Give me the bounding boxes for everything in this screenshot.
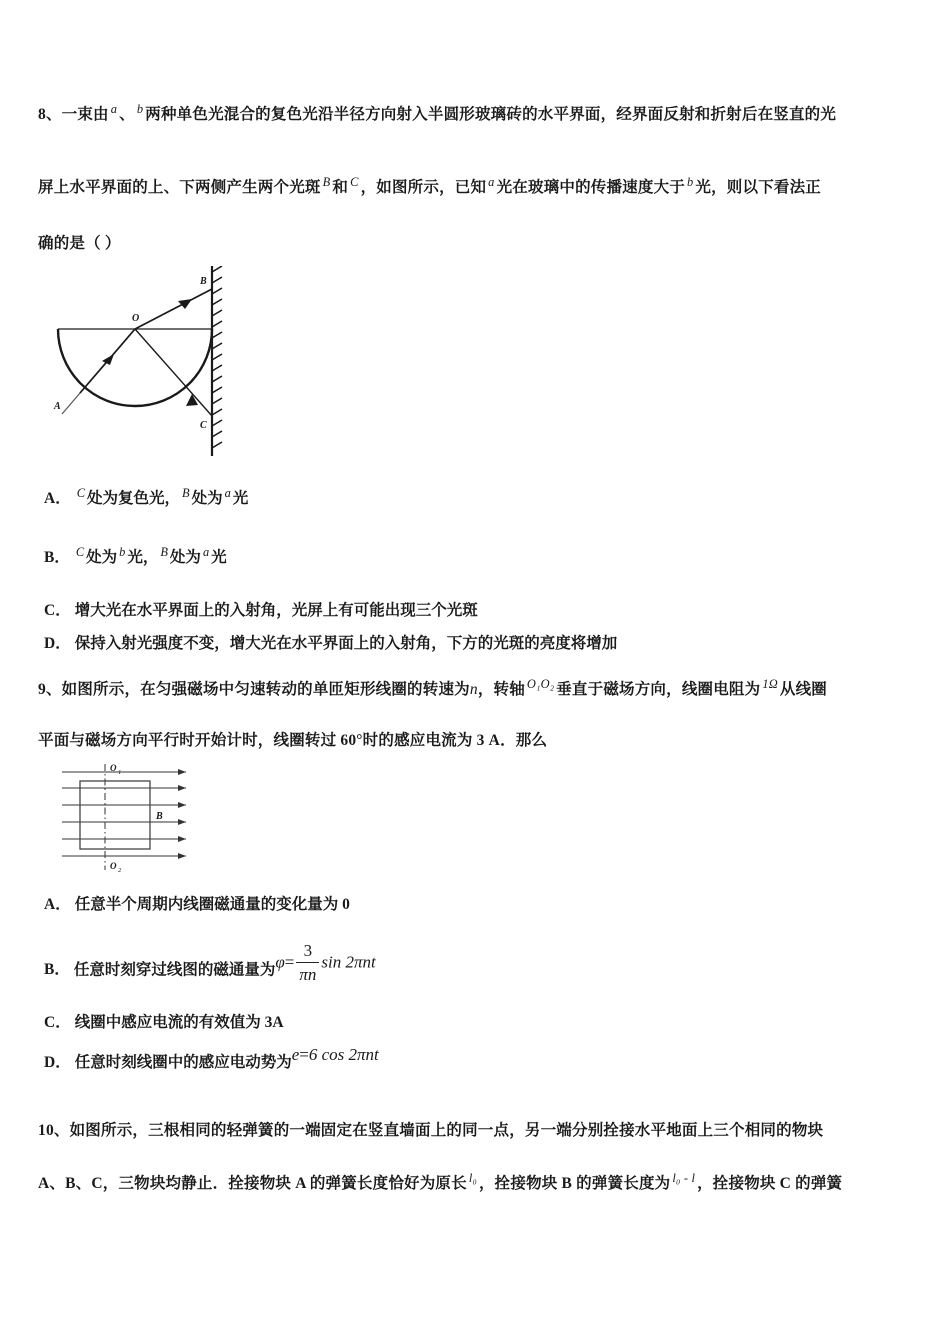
q8-stem-line2-c: ，如图所示，已知 — [360, 179, 487, 196]
svg-text:O: O — [132, 313, 140, 324]
q8-option-b-text-2: 光， — [127, 549, 159, 566]
q9-stem-line-2: 平面与磁场方向平行时开始计时，线圈转过 60°时的感应电流为 3 A．那么 — [38, 732, 548, 749]
svg-text:O: O — [110, 861, 117, 871]
q8-number: 8、 — [38, 106, 62, 123]
q9-stem-text-d: 从线圈 — [779, 681, 828, 698]
q10-natural-length-symbol: l₀ — [468, 1170, 477, 1185]
q9-eq-b-lhs: φ — [275, 952, 285, 972]
q9-eq-b-equals: = — [284, 952, 295, 972]
q9-stem-text-c: 垂直于磁场方向，线圈电阻为 — [556, 681, 761, 698]
q8-stem-line2-b: 和 — [332, 179, 349, 196]
q9-option-d-text: 任意时刻线圈中的感应电动势为 — [74, 1054, 292, 1072]
q9-eq-b-rhs: sin 2πnt — [321, 952, 376, 972]
q9-number: 9、 — [38, 681, 62, 698]
q8-option-b-sup-b-spot: B — [160, 544, 168, 559]
q9-option-b-equation — [275, 941, 375, 987]
q8-stem-text-a: 一束由 — [61, 106, 109, 123]
q8-stem-line-1 — [38, 101, 837, 124]
q8-option-c[interactable] — [44, 601, 478, 620]
q9-option-d-label: D． — [44, 1054, 71, 1072]
q8-option-d[interactable] — [44, 634, 617, 653]
q9-eq-d-lhs: e — [291, 1045, 300, 1064]
q8-option-a-sup-b: B — [181, 485, 190, 500]
q9-option-b-label: B． — [44, 961, 70, 979]
q8-option-b-text-3: 处为 — [169, 549, 201, 566]
q8-option-b-sup-c: C — [75, 544, 85, 559]
q8-stem-line-2 — [38, 174, 821, 197]
q8-option-a-label: A． — [44, 490, 71, 507]
q8-stem-line2-a: 屏上水平界面的上、下两侧产生两个光斑 — [38, 179, 321, 196]
q8-option-b-sup-a: a — [202, 544, 210, 559]
q9-rotation-speed-symbol: n — [469, 681, 478, 698]
q9-eq-b-denominator: πn — [299, 965, 317, 985]
q8-light-b-symbol: b — [136, 101, 144, 116]
q8-option-a-text-3: 光 — [232, 490, 249, 507]
q8-option-b-text-4: 光 — [211, 549, 227, 566]
q8-option-a-text-1: 处为复色光， — [86, 490, 180, 507]
q8-option-c-label: C． — [44, 602, 71, 619]
q8-option-d-label: D． — [44, 635, 71, 652]
q9-option-c[interactable] — [44, 1013, 284, 1032]
q8-option-b-text-1: 处为 — [86, 549, 118, 566]
svg-text:C: C — [200, 420, 207, 431]
q9-option-d-equation — [292, 1044, 379, 1065]
q9-stem-line-1 — [38, 676, 828, 699]
q10-stem-line2-b: ，拴接物块 B 的弹簧长度为 — [478, 1175, 671, 1192]
svg-text:A: A — [54, 401, 61, 412]
q8-option-b-label: B． — [44, 549, 70, 566]
q8-stem-line2-d: 光在玻璃中的传播速度大于 — [496, 179, 685, 196]
q9-option-a[interactable] — [44, 895, 350, 914]
q9-option-a-label: A． — [44, 896, 71, 913]
q8-spot-c-symbol: C — [350, 174, 359, 189]
q8-stem-text-c: 两种单色光混合的复色光沿半径方向射入半圆形玻璃砖的水平界面，经界面反射和折射后在竖直的光 — [145, 106, 837, 123]
q9-option-b[interactable] — [44, 941, 376, 994]
q10-stem-line2-c: ，拴接物块 C 的弹簧 — [697, 1175, 843, 1192]
svg-text:B: B — [200, 276, 207, 287]
q8-option-b-sup-b-light: b — [119, 544, 126, 559]
q9-option-c-label: C． — [44, 1014, 71, 1031]
q8-light-a-symbol: a — [110, 101, 118, 116]
svg-text:1: 1 — [118, 769, 122, 776]
q8-option-a[interactable] — [44, 485, 249, 508]
q9-eq-b-fraction — [296, 940, 319, 986]
q9-stem-text-a: 如图所示，在匀强磁场中匀速转动的单匝矩形线圈的转速为 — [61, 681, 470, 698]
q8-light-a-symbol-2: a — [488, 174, 495, 189]
q10-stem-line-2 — [38, 1170, 843, 1193]
q8-stem-text-b: 、 — [119, 106, 135, 123]
q9-figure-rotating-coil — [58, 762, 233, 874]
q9-option-b-text: 任意时刻穿过线图的磁通量为 — [73, 961, 276, 979]
q10-stem-text-1: 如图所示，三根相同的轻弹簧的一端固定在竖直墙面上的同一点，另一端分别拴接水平地面上三个相同的物块 — [69, 1122, 824, 1139]
q8-option-b[interactable] — [44, 544, 227, 567]
q9-eq-b-numerator: 3 — [296, 940, 319, 963]
q8-stem-line2-e: 光，则以下看法正 — [695, 179, 821, 196]
q8-option-a-text-2: 处为 — [191, 490, 223, 507]
q9-option-d[interactable] — [44, 1045, 379, 1074]
q8-option-a-sup-a: a — [224, 485, 231, 500]
q8-option-d-text: 保持入射光强度不变，增大光在水平界面上的入射角，下方的光斑的亮度将增加 — [74, 635, 618, 652]
q8-option-c-text: 增大光在水平界面上的入射角，光屏上有可能出现三个光斑 — [74, 602, 478, 619]
q8-spot-b-symbol: B — [322, 174, 331, 189]
q10-number: 10、 — [38, 1122, 70, 1139]
q10-stem-line-1 — [38, 1121, 823, 1140]
svg-text:2: 2 — [118, 867, 122, 874]
q9-axis-symbol: O₁O₂ — [526, 676, 555, 691]
svg-text:B: B — [156, 811, 163, 822]
q8-light-b-symbol-2: b — [686, 174, 694, 189]
q8-option-a-sup-c: C — [76, 485, 85, 500]
svg-text:O: O — [110, 763, 117, 773]
q9-eq-d-rhs: 6 cos 2πnt — [308, 1045, 379, 1064]
q8-stem-line-3: 确的是（ ） — [38, 235, 121, 252]
q9-option-c-text: 线圈中感应电流的有效值为 3A — [74, 1014, 284, 1031]
q9-option-a-text: 任意半个周期内线圈磁通量的变化量为 0 — [74, 896, 350, 913]
q9-stem-text-b: ，转轴 — [477, 681, 525, 698]
q10-compressed-length-symbol: l₀ - l — [672, 1170, 696, 1185]
q9-resistance-value: 1Ω — [762, 676, 778, 691]
q9-eq-d-equals: = — [299, 1045, 309, 1064]
q8-figure-semicircular-glass-brick — [40, 266, 240, 456]
q10-stem-line2-a: A、B、C，三物块均静止．拴接物块 A 的弹簧长度恰好为原长 — [38, 1175, 467, 1192]
